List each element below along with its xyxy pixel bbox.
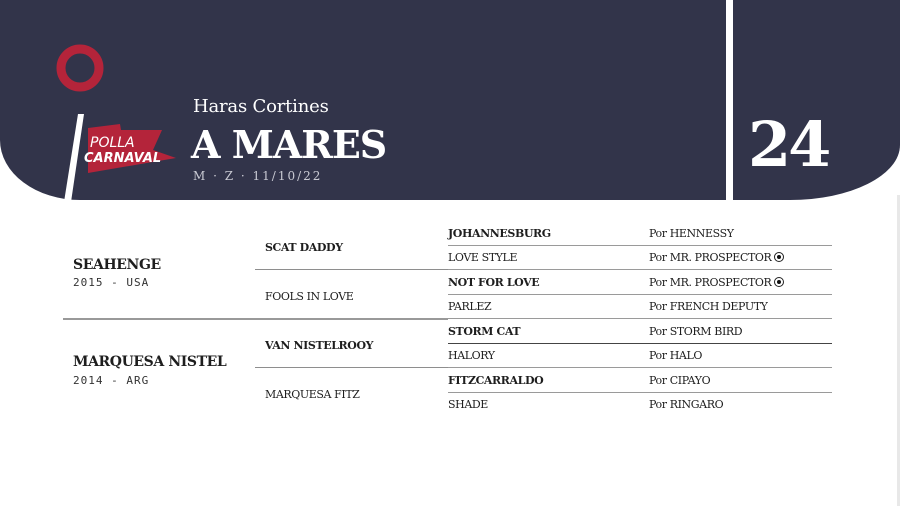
divider bbox=[255, 269, 448, 270]
ggp-sire: Por CIPAYO bbox=[649, 374, 711, 387]
ggp-row bbox=[448, 295, 832, 319]
dam-name: MARQUESA NISTEL bbox=[73, 354, 227, 370]
ggp-sire: Por RINGARO bbox=[649, 398, 724, 411]
ggp-name: NOT FOR LOVE bbox=[448, 276, 540, 289]
chef-de-race-icon bbox=[774, 277, 784, 287]
ggp-row bbox=[448, 222, 832, 246]
sire-meta: 2015 - USA bbox=[73, 276, 150, 289]
divider bbox=[255, 367, 448, 368]
ggp-name: STORM CAT bbox=[448, 325, 521, 338]
ggp-sire: Por MR. PROSPECTOR bbox=[649, 276, 784, 289]
ggp-row bbox=[448, 344, 832, 368]
ggp-row bbox=[448, 369, 832, 393]
horse-meta: M · Z · 11/10/22 bbox=[193, 169, 323, 183]
ggp-sire: Por FRENCH DEPUTY bbox=[649, 300, 768, 313]
ggp-sire: Por HALO bbox=[649, 349, 702, 362]
ggp-name: HALORY bbox=[448, 349, 495, 362]
ggp-name: FITZCARRALDO bbox=[448, 374, 544, 387]
sire-name: SEAHENGE bbox=[73, 257, 161, 273]
divider bbox=[63, 318, 448, 320]
stud-name: Haras Cortines bbox=[193, 96, 329, 117]
horse-name: A MARES bbox=[191, 122, 387, 167]
ggp-sire: Por STORM BIRD bbox=[649, 325, 743, 338]
logo-line1: POLLA bbox=[90, 135, 135, 151]
horse-number: 24 bbox=[748, 108, 829, 181]
ggp-row bbox=[448, 320, 832, 344]
ggp-row bbox=[448, 393, 832, 417]
ggp-sire: Por MR. PROSPECTOR bbox=[649, 251, 784, 264]
chef-de-race-icon bbox=[774, 252, 784, 262]
ggp-name: LOVE STYLE bbox=[448, 251, 518, 264]
ggp-row bbox=[448, 246, 832, 270]
sire-sire-name: SCAT DADDY bbox=[265, 241, 343, 254]
dam-dam-name: MARQUESA FITZ bbox=[265, 388, 360, 401]
ggp-name: PARLEZ bbox=[448, 300, 492, 313]
dam-sire-name: VAN NISTELROOY bbox=[265, 339, 374, 352]
ggp-name: JOHANNESBURG bbox=[448, 227, 551, 240]
sire-dam-name: FOOLS IN LOVE bbox=[265, 290, 354, 303]
ggp-row bbox=[448, 271, 832, 295]
logo-line2: CARNAVAL bbox=[84, 151, 162, 166]
dam-meta: 2014 - ARG bbox=[73, 374, 150, 387]
ggp-name: SHADE bbox=[448, 398, 488, 411]
ggp-sire: Por HENNESSY bbox=[649, 227, 734, 240]
